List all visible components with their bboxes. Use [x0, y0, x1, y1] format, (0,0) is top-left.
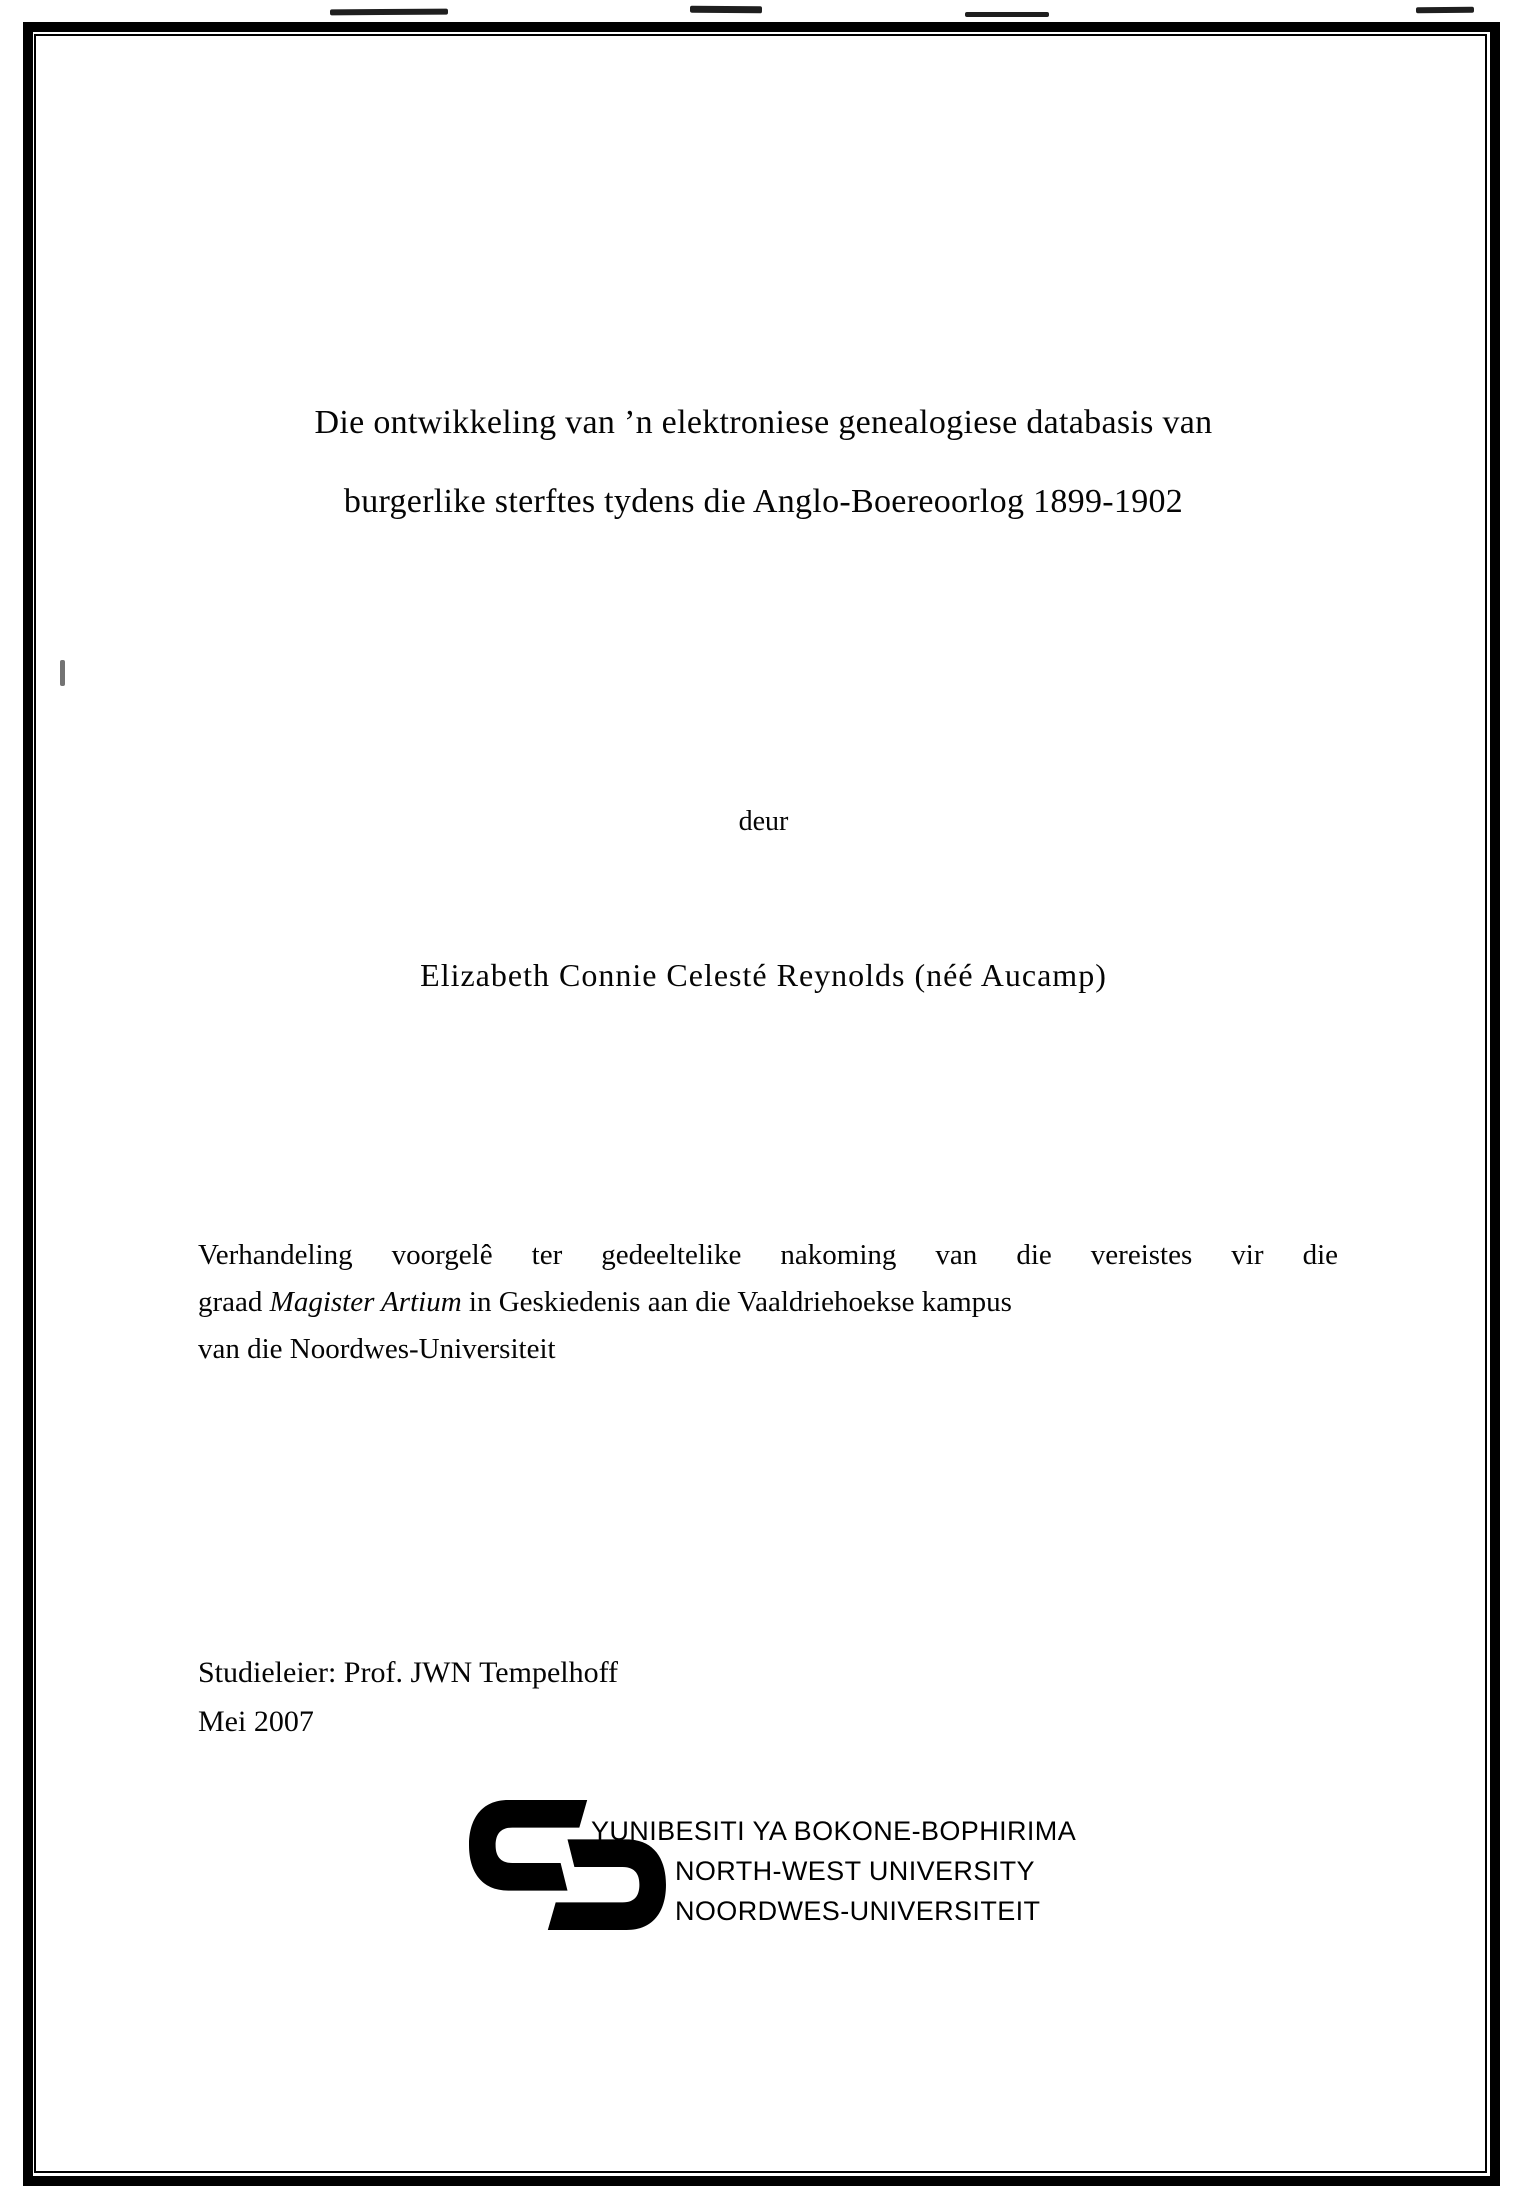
- degree-statement-line3: van die Noordwes-Universiteit: [198, 1333, 556, 1365]
- degree-statement-line2-pre: graad: [198, 1286, 263, 1318]
- university-logo: [469, 1800, 1149, 1940]
- logo-line-afrikaans: NOORDWES-UNIVERSITEIT: [675, 1896, 1041, 1926]
- supervisor-block: [198, 1648, 618, 1746]
- scan-artifact: [60, 660, 65, 686]
- degree-statement: [198, 1232, 1338, 1373]
- date-line: Mei 2007: [198, 1705, 314, 1738]
- author-name: Elizabeth Connie Celesté Reynolds (néé Aucamp): [420, 957, 1107, 993]
- thesis-title: [0, 383, 1527, 541]
- degree-name-italic: Magister Artium: [269, 1286, 462, 1318]
- scan-artifact: [690, 6, 762, 14]
- scan-artifact: [330, 9, 448, 16]
- degree-statement-line1: Verhandeling voorgelê ter gedeeltelike nakoming van die vereistes vir die: [198, 1239, 1338, 1271]
- scan-artifact: [965, 12, 1049, 17]
- thesis-title-line1: Die ontwikkeling van ’n elektroniese genealogiese databasis van: [314, 404, 1213, 441]
- logo-line-setswana: YUNIBESITI YA BOKONE-BOPHIRIMA: [591, 1816, 1077, 1846]
- thesis-title-line2: burgerlike sterftes tydens die Anglo-Boereoorlog 1899-1902: [343, 483, 1184, 520]
- degree-statement-line2: [198, 1279, 1338, 1326]
- logo-line-english: NORTH-WEST UNIVERSITY: [675, 1856, 1035, 1886]
- university-logo-text: [591, 1811, 1076, 1931]
- degree-statement-line2-post: in Geskiedenis aan die Vaaldriehoekse kampus: [468, 1286, 1012, 1318]
- supervisor-line: Studieleier: Prof. JWN Tempelhoff: [198, 1656, 619, 1689]
- scan-artifact: [1416, 7, 1474, 14]
- byline-label: deur: [738, 806, 789, 837]
